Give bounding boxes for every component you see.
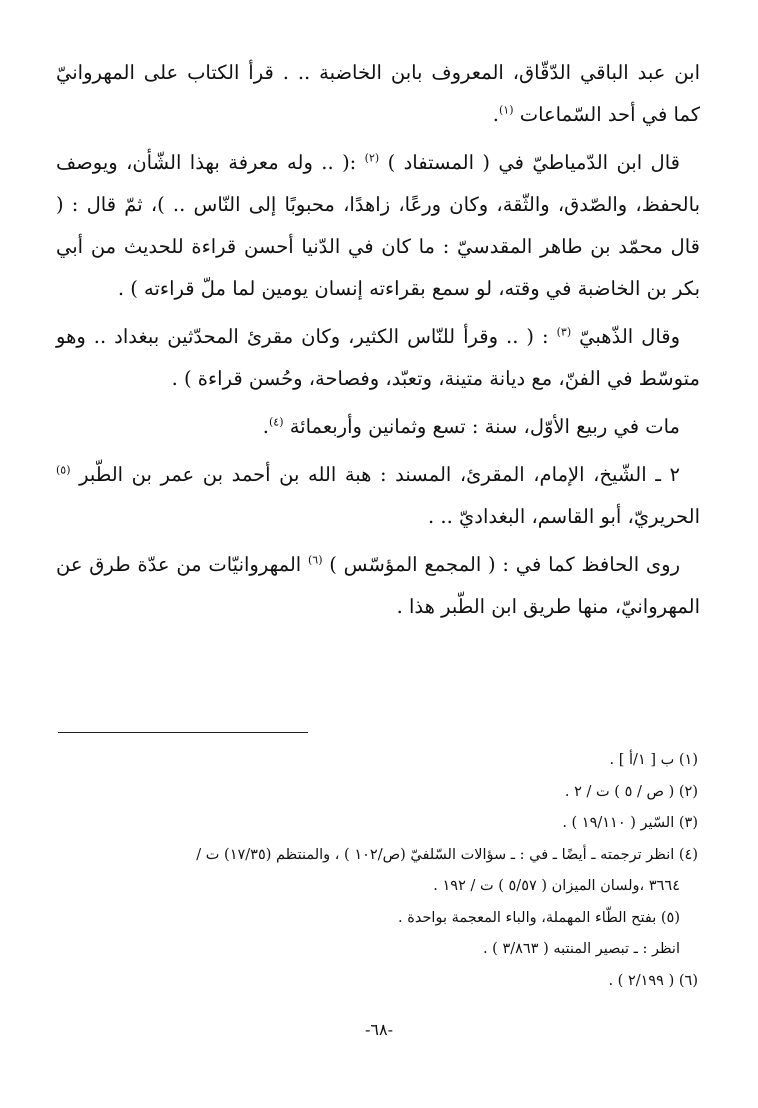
- footnote-ref: (١): [499, 103, 514, 117]
- paragraph-4: [56, 406, 700, 448]
- paragraph-tail: المهروانيّات من عدّة طرق عن المهروانيّ، منها طريق ابن الطّبر هذا .: [56, 553, 700, 618]
- paragraph-tail: .: [492, 103, 499, 126]
- paragraph-tail: :( .. وله معرفة بهذا الشّأن، ويوصف بالحفظ، والصّدق، والثّقة، وكان ورعًا، زاهدًا، محبوبًا إلى النّاس .. )، ثمّ قال : ( قال محمّد بن طاهر المقدسيّ : ما كان في الدّنيا أحسن قراءة للحديث من أبي بكر بن الخاضبة في وقته، لو سمع بقراءته إنسان يومين لما ملّ قراءته ) .: [56, 151, 700, 300]
- footnote-3: (٣) السّير ( ١٩/١١٠ ) .: [562, 815, 698, 831]
- paragraph-5: [56, 454, 700, 538]
- footnote-ref: (٢): [364, 151, 380, 165]
- paragraph-text: ابن عبد الباقي الدّقّاق، المعروف بابن الخاضبة .. . قرأ الكتاب على المهروانيّ كما في أحد السّماعات: [56, 61, 700, 126]
- footnote-ref: (٥): [56, 463, 71, 477]
- paragraph-text: روى الحافظ كما في : ( المجمع المؤسّس ): [329, 553, 680, 576]
- main-text: [56, 52, 700, 628]
- paragraph-2: [56, 142, 700, 310]
- footnote-1: (١) ب [ ١/أ ] .: [609, 752, 698, 768]
- footnote-ref: (٣): [556, 325, 572, 339]
- footnote-5-continued: انظر : ـ تبصير المنتبه ( ٣/٨٦٣ ) .: [482, 941, 680, 957]
- footnote-4: (٤) انظر ترجمته ـ أيضًا ـ في : ـ سؤالات السّلفيّ (ص/١٠٢ ) ، والمنتظم (١٧/٣٥) ت /: [196, 846, 698, 863]
- paragraph-text: قال ابن الدّمياطيّ في ( المستفاد ): [387, 151, 680, 174]
- footnote-separator: [58, 732, 308, 733]
- paragraph-text: ٢ ـ الشّيخ، الإمام، المقرئ، المسند : هبة الله بن أحمد بن عمر بن الطّبر: [79, 463, 680, 486]
- page-number: -٦٨-: [365, 1020, 393, 1039]
- footnote-ref: (٦): [308, 553, 323, 567]
- paragraph-tail: .: [262, 415, 269, 438]
- paragraph-tail: الحريريّ، أبو القاسم، البغداديّ .. .: [428, 505, 700, 528]
- footnote-5: (٥) بفتح الطّاء المهملة، والباء المعجمة بواحدة .: [398, 909, 680, 926]
- paragraph-tail: : ( .. وقرأ للنّاس الكثير، وكان مقرئ المحدّثين ببغداد .. وهو متوسّط في الفنّ، مع ديانة متينة، وتعبّد، وفصاحة، وحُسن قراءة ) .: [56, 325, 700, 390]
- page-body: [56, 52, 700, 634]
- footnote-6: (٦) ( ٢/١٩٩ ) .: [608, 972, 698, 989]
- footnotes: [58, 745, 698, 997]
- footnote-ref: (٤): [269, 415, 284, 429]
- paragraph-text: مات في ربيع الأوّل، سنة : تسع وثمانين وأربعمائة: [289, 415, 680, 438]
- footnote-4-continued: ٣٦٦٤ ،ولسان الميزان ( ٥/٥٧ ) ت / ١٩٢ .: [433, 878, 680, 894]
- paragraph-6: [56, 544, 700, 628]
- paragraph-1: [56, 52, 700, 136]
- paragraph-3: [56, 316, 700, 400]
- footnote-2: (٢) ( ص / ٥ ) ت / ٢ .: [564, 783, 698, 800]
- paragraph-text: وقال الذّهبيّ: [579, 325, 681, 348]
